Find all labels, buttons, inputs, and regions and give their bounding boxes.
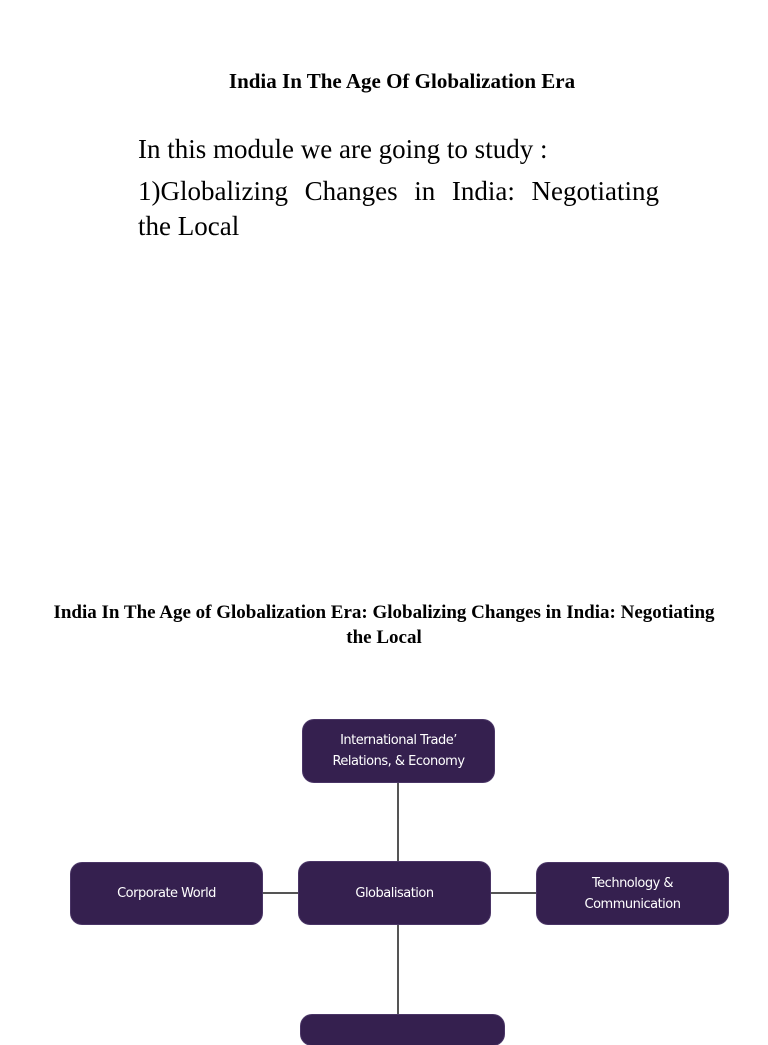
node-label: Corporate World [117,886,216,901]
node-label: Technology & Communication [584,875,681,912]
module-intro [138,132,659,244]
node-international-trade [303,720,494,782]
node-corporate-world [71,863,262,924]
node-technology-communication [537,863,728,924]
module-item: 1)Globalizing Changes in India: Negotiating the Local [138,176,659,241]
node-label: International Trade’ Relations, & Economy [332,733,465,769]
section-title: India In The Age of Globalization Era: Globalizing Changes in India: Negotiating the Local [53,602,715,648]
node-globalisation [299,862,490,924]
connector-bottom [397,924,399,1016]
connector-left [262,892,299,894]
connector-right [490,892,537,894]
connector-top [397,782,399,862]
intro-heading: In this module we are going to study : [138,134,548,164]
page-title: India In The Age Of Globalization Era [228,69,576,93]
node-label: Globalisation [355,885,434,901]
globalisation-diagram [0,700,768,1024]
node-bottom [301,1015,504,1045]
